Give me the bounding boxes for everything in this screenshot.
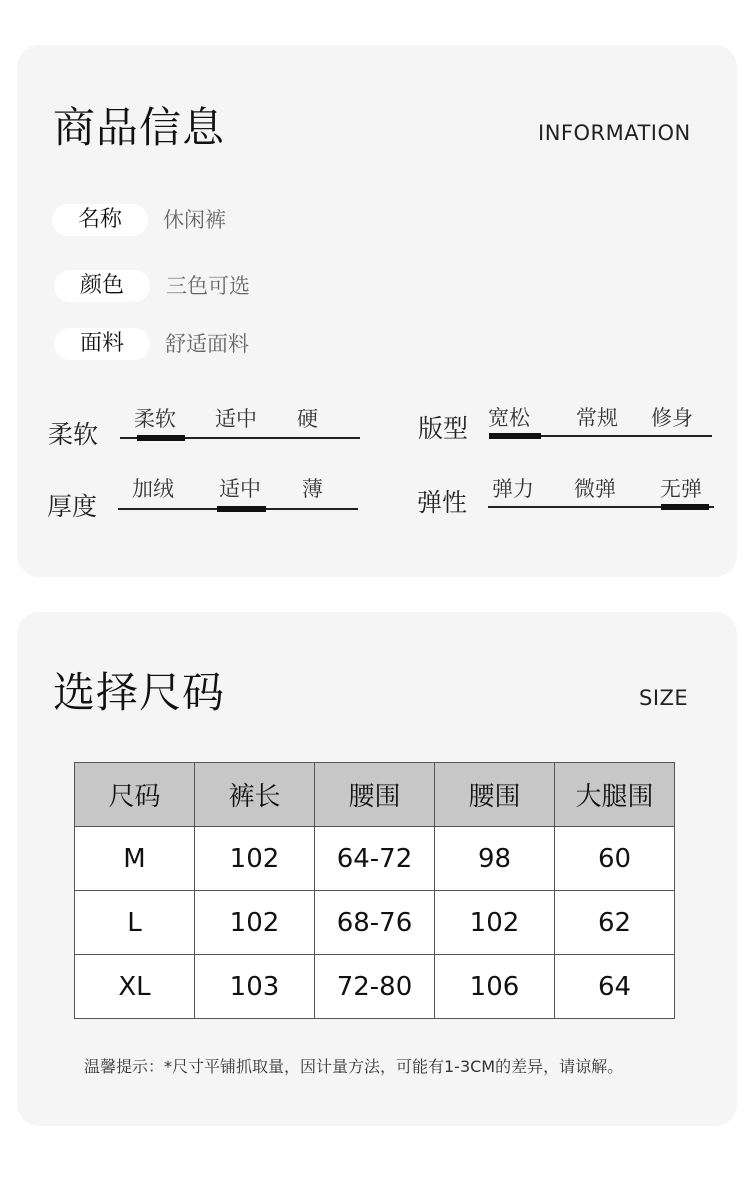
table-cell: 64 xyxy=(555,955,675,1019)
fit-option-regular: 常规 xyxy=(576,406,618,430)
header-waist-2: 腰围 xyxy=(435,763,555,827)
softness-selected-marker xyxy=(137,435,185,441)
softness-option-soft: 柔软 xyxy=(134,407,176,431)
table-cell: 102 xyxy=(195,891,315,955)
table-row xyxy=(75,827,675,891)
header-waist: 腰围 xyxy=(315,763,435,827)
size-card xyxy=(17,612,737,1126)
size-table-header-row xyxy=(75,763,675,827)
table-cell: 103 xyxy=(195,955,315,1019)
thickness-label: 厚度 xyxy=(47,492,98,521)
size-table xyxy=(74,762,675,1019)
softness-label: 柔软 xyxy=(48,420,99,449)
table-row xyxy=(75,955,675,1019)
table-cell: 98 xyxy=(435,827,555,891)
header-size: 尺码 xyxy=(75,763,195,827)
table-cell: 68-76 xyxy=(315,891,435,955)
elasticity-option-none: 无弹 xyxy=(660,477,702,501)
size-note: 温馨提示：*尺寸平铺抓取量，因计量方法，可能有1-3CM的差异，请谅解。 xyxy=(84,1057,624,1076)
table-cell: XL xyxy=(75,955,195,1019)
table-cell: L xyxy=(75,891,195,955)
elasticity-selected-marker xyxy=(661,504,709,510)
table-cell: 64-72 xyxy=(315,827,435,891)
fit-option-loose: 宽松 xyxy=(488,406,530,430)
size-title: 选择尺码 xyxy=(53,668,226,717)
fit-selected-marker xyxy=(489,433,541,439)
softness-option-medium: 适中 xyxy=(215,407,257,431)
fit-option-slim: 修身 xyxy=(651,406,693,430)
fabric-value: 舒适面料 xyxy=(165,332,249,356)
info-subtitle: INFORMATION xyxy=(538,121,691,145)
table-cell: 72-80 xyxy=(315,955,435,1019)
color-label-pill: 颜色 xyxy=(54,270,150,302)
thickness-option-thin: 薄 xyxy=(302,477,323,501)
name-label-pill: 名称 xyxy=(52,204,148,236)
table-cell: M xyxy=(75,827,195,891)
elasticity-option-slight: 微弹 xyxy=(574,477,616,501)
fit-label: 版型 xyxy=(418,414,469,443)
info-title: 商品信息 xyxy=(53,103,226,152)
fabric-label-pill: 面料 xyxy=(54,328,150,360)
product-info-card xyxy=(17,45,737,577)
table-cell: 62 xyxy=(555,891,675,955)
name-value: 休闲裤 xyxy=(163,208,226,232)
table-cell: 60 xyxy=(555,827,675,891)
size-subtitle: SIZE xyxy=(639,686,689,710)
elasticity-label: 弹性 xyxy=(417,488,468,517)
header-thigh: 大腿围 xyxy=(555,763,675,827)
thickness-option-fleece: 加绒 xyxy=(132,477,174,501)
thickness-option-medium: 适中 xyxy=(219,477,261,501)
thickness-selected-marker xyxy=(217,506,266,512)
table-cell: 102 xyxy=(195,827,315,891)
color-value: 三色可选 xyxy=(166,274,250,298)
table-cell: 102 xyxy=(435,891,555,955)
table-cell: 106 xyxy=(435,955,555,1019)
header-length: 裤长 xyxy=(195,763,315,827)
table-row xyxy=(75,891,675,955)
elasticity-option-stretch: 弹力 xyxy=(492,477,534,501)
softness-option-hard: 硬 xyxy=(297,407,318,431)
